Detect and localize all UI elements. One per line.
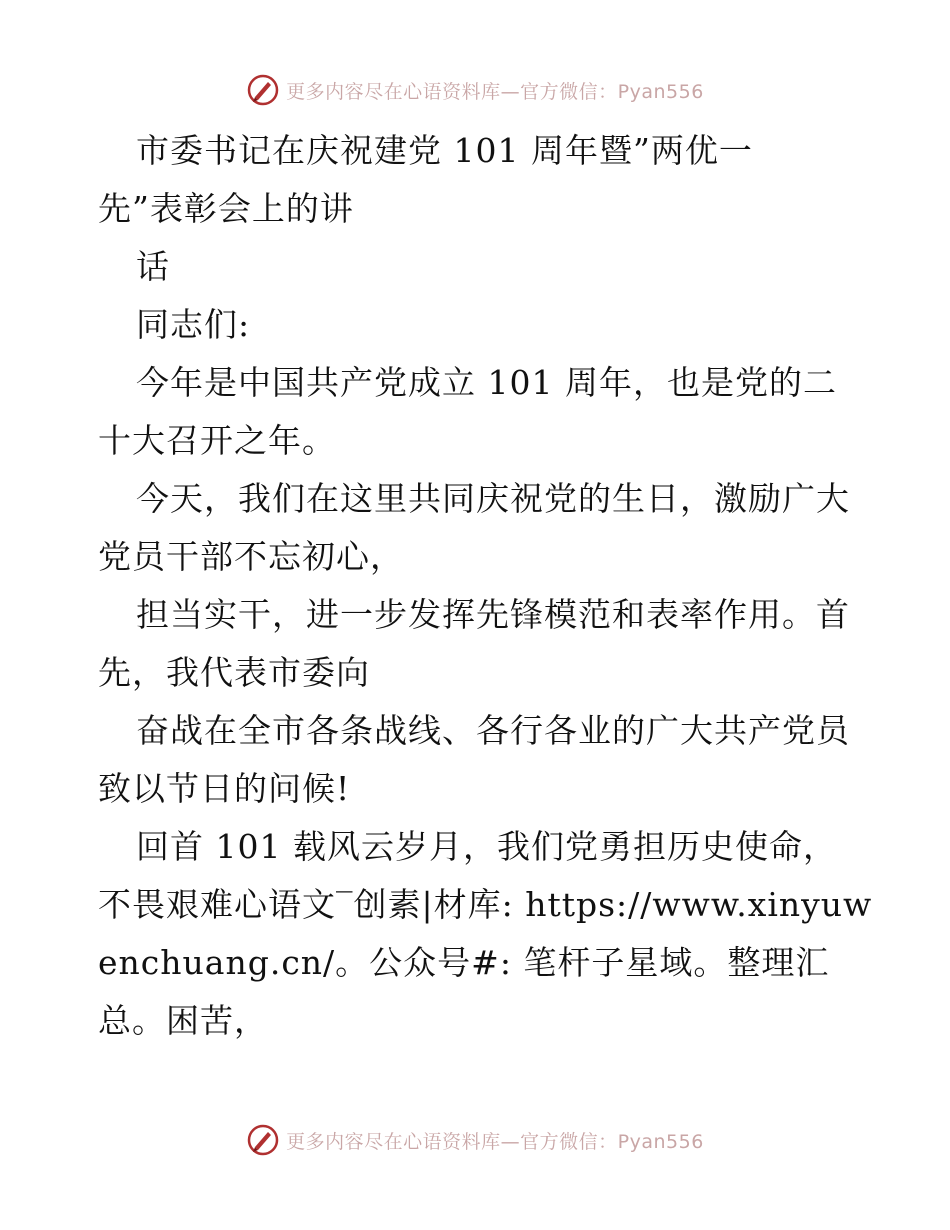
header-banner — [0, 70, 950, 110]
document-body — [98, 122, 873, 1050]
text-line: 总。困苦， — [98, 1001, 268, 1040]
text-line: 回首 101 载风云岁月，我们党勇担历史使命， — [136, 827, 837, 866]
text-line: 奋战在全市各条战线、各行各业的广大共产党员 — [136, 711, 850, 750]
header-banner-text: 更多内容尽在心语资料库—官方微信：Pyan556 — [286, 80, 704, 103]
text-line: 致以节日的问候! — [98, 769, 351, 808]
text-line: 十大召开之年。 — [98, 421, 336, 460]
text-line: 同志们: — [136, 305, 251, 344]
text-line: 先”表彰会上的讲 — [98, 189, 354, 228]
text-line: 先，我代表市委向 — [98, 653, 370, 692]
text-line: 不畏艰难心语文‾创素|材库: https://www.xinyuw — [98, 885, 873, 924]
footer-banner — [0, 1120, 950, 1160]
text-line: enchuang.cn/。公众号#: 笔杆子星域。整理汇 — [98, 943, 830, 982]
text-line: 话 — [136, 247, 170, 286]
text-line: 党员干部不忘初心， — [98, 537, 404, 576]
text-line: 市委书记在庆祝建党 101 周年暨”两优一 — [136, 131, 753, 170]
footer-banner-text: 更多内容尽在心语资料库—官方微信：Pyan556 — [286, 1130, 704, 1153]
pen-logo-icon — [246, 73, 280, 107]
pen-logo-icon — [246, 1123, 280, 1157]
text-line: 今天，我们在这里共同庆祝党的生日，激励广大 — [136, 479, 850, 518]
text-line: 担当实干，进一步发挥先锋模范和表率作用。首 — [136, 595, 850, 634]
text-line: 今年是中国共产党成立 101 周年，也是党的二 — [136, 363, 837, 402]
